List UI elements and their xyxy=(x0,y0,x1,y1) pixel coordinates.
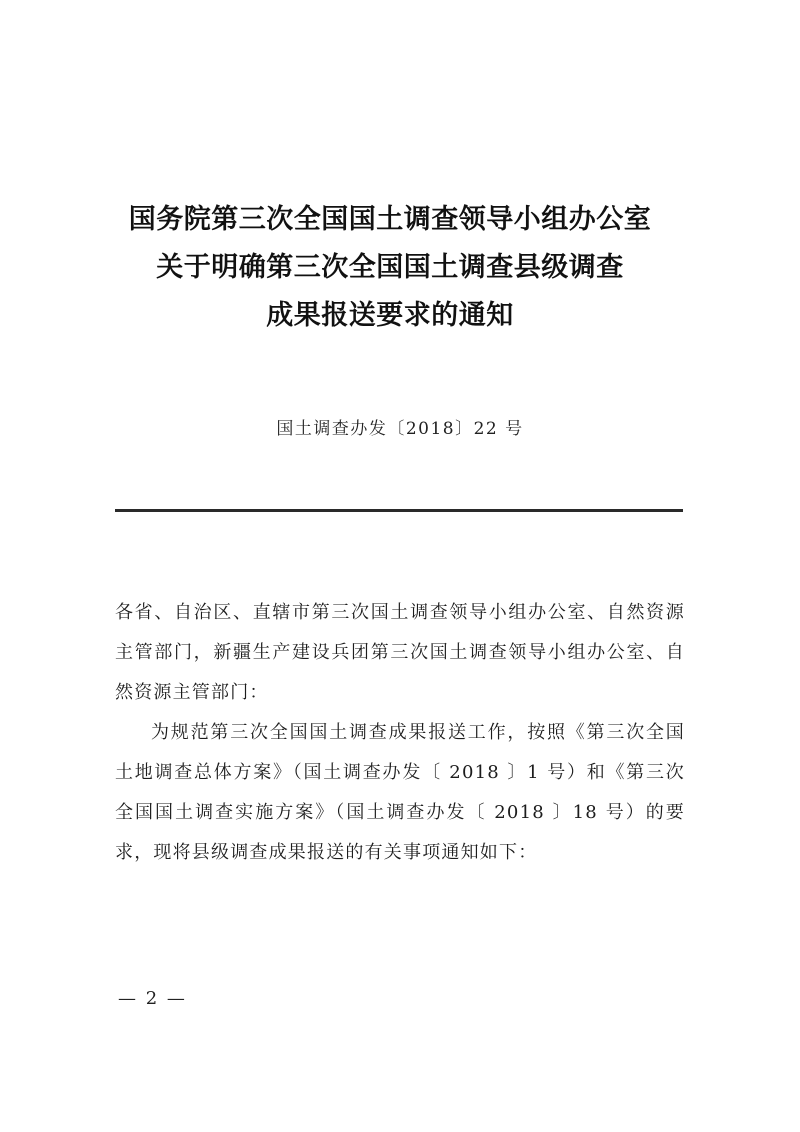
document-body xyxy=(115,593,685,873)
document-title xyxy=(90,196,690,340)
title-line-1: 国务院第三次全国国土调查领导小组办公室 xyxy=(128,204,652,235)
document-number: 国土调查办发〔2018〕22 号 xyxy=(276,419,524,439)
separator-line xyxy=(115,509,683,512)
body-paragraph-1: 为规范第三次全国国土调查成果报送工作，按照《第三次全国土地调查总体方案》（国土调查办发〔 2018 〕1 号）和《第三次全国国土调查实施方案》（国土调查办发〔 2018 〕18 号）的要求，现将县级调查成果报送的有关事项通知如下： xyxy=(115,722,685,863)
addressee-paragraph: 各省、自治区、直辖市第三次国土调查领导小组办公室、自然资源主管部门，新疆生产建设兵团第三次国土调查领导小组办公室、自然资源主管部门： xyxy=(115,602,685,703)
title-line-3: 成果报送要求的通知 xyxy=(266,300,514,331)
page-number: — 2 — xyxy=(118,988,187,1009)
title-line-2: 关于明确第三次全国国土调查县级调查 xyxy=(156,252,624,283)
